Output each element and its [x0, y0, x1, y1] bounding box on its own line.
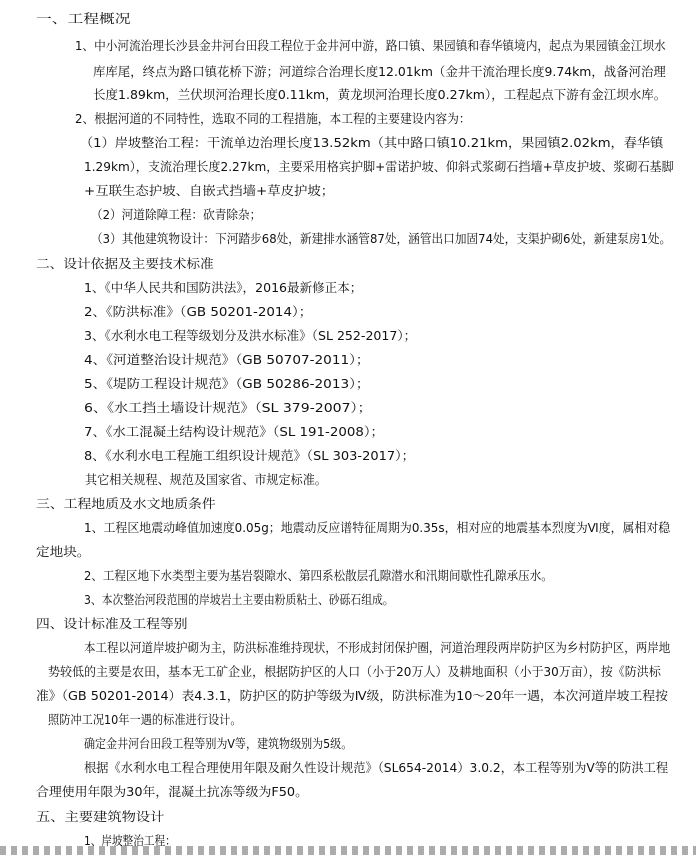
heading-main-structures: 五、主要建筑物设计	[36, 809, 165, 824]
heading-design-basis: 二、设计依据及主要技术标准	[36, 256, 214, 271]
paragraph-line: （3）其他建筑物设计：下河踏步68处，新建排水涵管87处，涵管出口加固74处，支渠护砌6处，新建泵房1处。	[91, 231, 672, 246]
standard-item: 6、《水工挡土墙设计规范》（SL 379-2007）；	[84, 400, 372, 415]
cut-off-next-line	[0, 846, 696, 855]
standard-item: 3、《水利水电工程等级划分及洪水标准》（SL 252-2017）；	[84, 328, 417, 343]
paragraph-line: （1）岸坡整治工程：干流单边治理长度13.52km（其中路口镇10.21km，果园镇2.02km，春华镇	[80, 135, 664, 150]
heading-design-standard: 四、设计标准及工程等别	[36, 616, 188, 631]
paragraph-line: 长度1.89km，兰伏坝河治理长度0.11km，黄龙坝河治理长度0.27km），工程起点下游有金江坝水库。	[93, 87, 667, 102]
paragraph-line: 3、本次整治河段范围的岸坡岩土主要由粉质粘土、砂砾石组成。	[84, 592, 394, 607]
standard-item: 8、《水利水电工程施工组织设计规范》（SL 303-2017）；	[84, 448, 415, 463]
paragraph-line: （2）河道除障工程：砍青除杂；	[91, 207, 262, 222]
paragraph-line: 势较低的主要是农田，基本无工矿企业，根据防护区的人口（小于20万人）及耕地面积（小于30万亩），按《防洪标	[48, 664, 661, 679]
standard-item: 1、《中华人民共和国防洪法》，2016最新修正本；	[84, 280, 363, 295]
paragraph-line: 本工程以河道岸坡护砌为主，防洪标准维持现状，不形成封闭保护圈，河道治理段两岸防护区为乡村防护区，两岸地	[84, 640, 671, 655]
paragraph-line: 2、工程区地下水类型主要为基岩裂隙水、第四系松散层孔隙潜水和汛期间歇性孔隙承压水。	[84, 568, 553, 583]
paragraph-line: 1.29km），支流治理长度2.27km，主要采用格宾护脚+雷诺护坡、仰斜式浆砌石挡墙+草皮护坡、浆砌石基脚	[84, 159, 674, 174]
heading-project-overview: 一、工程概况	[36, 11, 131, 26]
paragraph-line: 准》（GB 50201-2014）表4.3.1，防护区的防护等级为Ⅳ级，防洪标准为10～20年一遇，本次河道岸坡工程按	[36, 688, 668, 703]
paragraph-line: 根据《水利水电工程合理使用年限及耐久性设计规范》（SL654-2014）3.0.2，本工程等别为Ⅴ等的防洪工程	[84, 760, 669, 775]
standard-item: 7、《水工混凝土结构设计规范》（SL 191-2008）；	[84, 424, 384, 439]
paragraph-line: 库库尾，终点为路口镇花桥下游；河道综合治理长度12.01km（金井干流治理长度9.74km，战备河治理	[93, 64, 666, 79]
paragraph-line: 合理使用年限为30年，混凝土抗冻等级为F50。	[36, 784, 308, 799]
heading-geology: 三、工程地质及水文地质条件	[36, 496, 216, 511]
paragraph-line: 定地块。	[36, 544, 91, 559]
paragraph-line: 确定金井河台田段工程等别为Ⅴ等，建筑物级别为5级。	[84, 736, 353, 751]
standard-note: 其它相关规程、规范及国家省、市规定标准。	[85, 472, 327, 487]
paragraph-line: 2、根据河道的不同特性，选取不同的工程措施，本工程的主要建设内容为：	[75, 111, 471, 126]
paragraph-line: +互联生态护坡、自嵌式挡墙+草皮护坡；	[84, 183, 335, 198]
standard-item: 2、《防洪标准》（GB 50201-2014）；	[84, 304, 313, 319]
standard-item: 5、《堤防工程设计规范》（GB 50286-2013）；	[84, 376, 370, 391]
paragraph-line: 1、岸坡整治工程：	[84, 833, 176, 848]
paragraph-line: 1、中小河流治理长沙县金井河台田段工程位于金井河中游，路口镇、果园镇和春华镇境内，起点为果园镇金江坝水	[75, 38, 666, 53]
paragraph-line: 照防冲工况10年一遇的标准进行设计。	[48, 712, 242, 727]
paragraph-line: 1、工程区地震动峰值加速度0.05g；地震动反应谱特征周期为0.35s，相对应的地震基本烈度为Ⅵ度，属相对稳	[84, 520, 671, 535]
standard-item: 4、《河道整治设计规范》（GB 50707-2011）；	[84, 352, 370, 367]
